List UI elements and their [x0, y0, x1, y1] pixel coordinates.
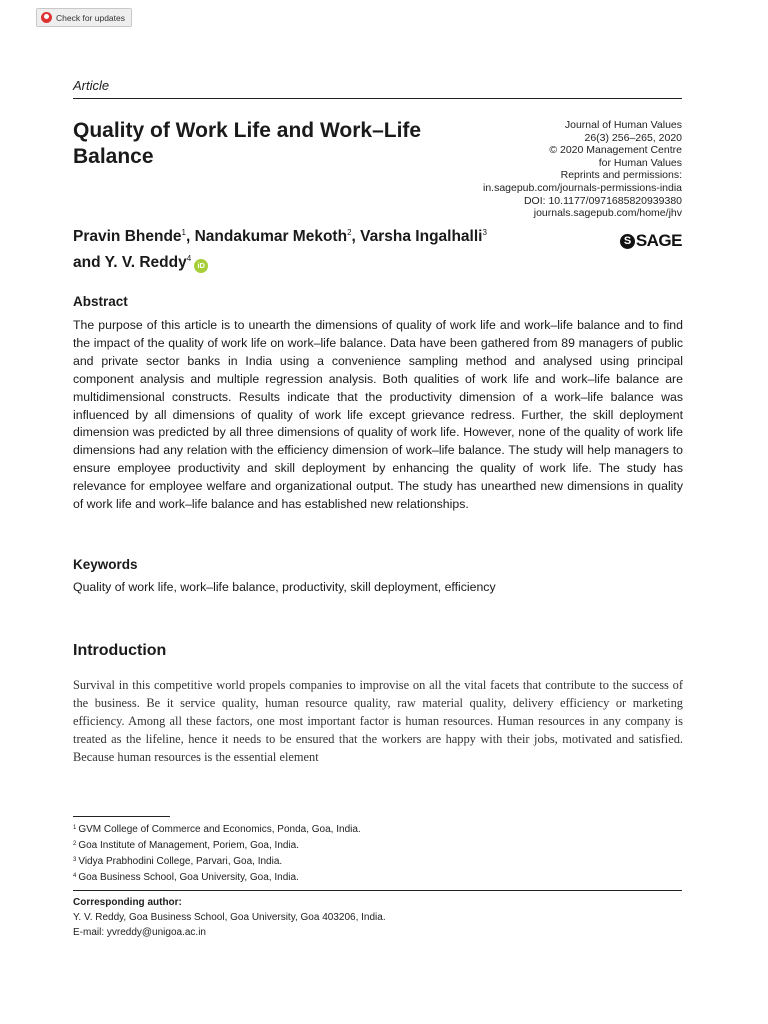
journal-homepage-link[interactable]: journals.sagepub.com/home/jhv: [533, 207, 682, 220]
permissions-link[interactable]: in.sagepub.com/journals-permissions-india: [482, 181, 682, 194]
reprints-label: Reprints and permissions:: [560, 169, 682, 182]
sage-logo: [620, 231, 682, 251]
footnote-item: $^2$ Goa Institute of Management, Poriem, Goa, India.: [73, 840, 300, 851]
abstract-heading: Abstract: [73, 294, 128, 309]
corresponding-divider: [73, 890, 682, 891]
affiliation-marker: 4: [186, 254, 192, 263]
sage-logo-icon: S: [620, 234, 635, 249]
footnote-item: $^1$ GVM College of Commerce and Economics, Ponda, Goa, India.: [73, 824, 361, 835]
check-for-updates-button[interactable]: [36, 8, 132, 27]
doi-link[interactable]: DOI: 10.1177/0971685820939380: [523, 194, 682, 207]
author-name: Varsha Ingalhalli: [360, 228, 483, 245]
keywords-list: Quality of work life, work–life balance, productivity, skill deployment, efficiency: [73, 580, 496, 594]
check-for-updates-label: Check for updates: [56, 12, 125, 23]
copyright-line-1: © 2020 Management Centre: [549, 144, 682, 157]
corresponding-author-email[interactable]: E-mail: yvreddy@unigoa.ac.in: [73, 927, 206, 938]
footnote-divider: [73, 816, 170, 817]
copyright-line-2: for Human Values: [598, 156, 682, 169]
journal-name: Journal of Human Values: [564, 119, 682, 131]
sage-logo-text: SAGE: [635, 231, 682, 250]
corresponding-author-label: Corresponding author:: [73, 897, 182, 908]
footnote-item: $^4$ Goa Business School, Goa University, Goa, India.: [73, 872, 299, 883]
affiliation-marker: 3: [482, 228, 487, 237]
keywords-heading: Keywords: [73, 557, 138, 572]
article-type-label: Article: [73, 78, 110, 93]
corresponding-author: [73, 895, 386, 940]
update-icon: [41, 12, 52, 23]
paper-title: Quality of Work Life and Work–Life Balance: [73, 119, 422, 168]
introduction-body: Survival in this competitive world propels companies to improvise on all the vital facets that contribute to the success of the business. Be it service quality, human resource quality, raw material quality, delivery efficiency or marketing efficiency. Among all these factors, one most important factor is human resources. Human resources in any company is treated as the lifeline, hence it needs to be ensured that the workers are happy with their jobs, motivated and satisfied. Because human resources is the essential element: [73, 678, 683, 764]
author-name: Nandakumar Mekoth: [194, 228, 348, 245]
orcid-icon[interactable]: iD: [194, 259, 208, 273]
author-name: Y. V. Reddy: [104, 254, 187, 271]
journal-volume: 26(3) 256–265, 2020: [584, 131, 682, 144]
header-divider: [73, 98, 682, 99]
affiliation-footnotes: [73, 821, 361, 885]
journal-info: [452, 119, 682, 220]
affiliation-marker: 2: [347, 228, 352, 237]
corresponding-author-address: Y. V. Reddy, Goa Business School, Goa University, Goa 403206, India.: [73, 912, 386, 923]
footnote-item: $^3$ Vidya Prabhodini College, Parvari, Goa, India.: [73, 856, 283, 867]
affiliation-marker: 1: [181, 228, 186, 237]
abstract-body: The purpose of this article is to unearth the dimensions of quality of work life and work–life balance and to find the impact of the quality of work life on work–life balance. Data have been gathered from 89 managers of public and private sector banks in India using a convenience sampling method and analysed using principal component analysis and multiple regression analysis. Both qualities of work life and work–life balance are multidimensional constructs. Results indicate that the productivity dimension of a work–life balance was influenced by all dimensions of quality of work life except grievance redress. Further, the skill deployment dimension was predicted by all three dimensions of quality of work life. However, none of the quality of work life dimensions had any relation with the efficiency dimension of work–life balance. The study will help managers to ensure employee productivity and skill deployment by enhancing the quality of work life. The study has relevance for employee welfare and organizational output. The study has unearthed new dimensions in quality of work life and work–life balance and has established new relationships.: [73, 318, 683, 512]
author-conjunction: and: [73, 254, 101, 271]
author-list: Pravin Bhende$^1$, Nandakumar Mekoth$^2$, Varsha Ingalhalli$^3$ and Y. V. Reddy$^4$iD: [73, 228, 487, 271]
introduction-heading: Introduction: [73, 642, 167, 659]
author-name: Pravin Bhende: [73, 228, 182, 245]
